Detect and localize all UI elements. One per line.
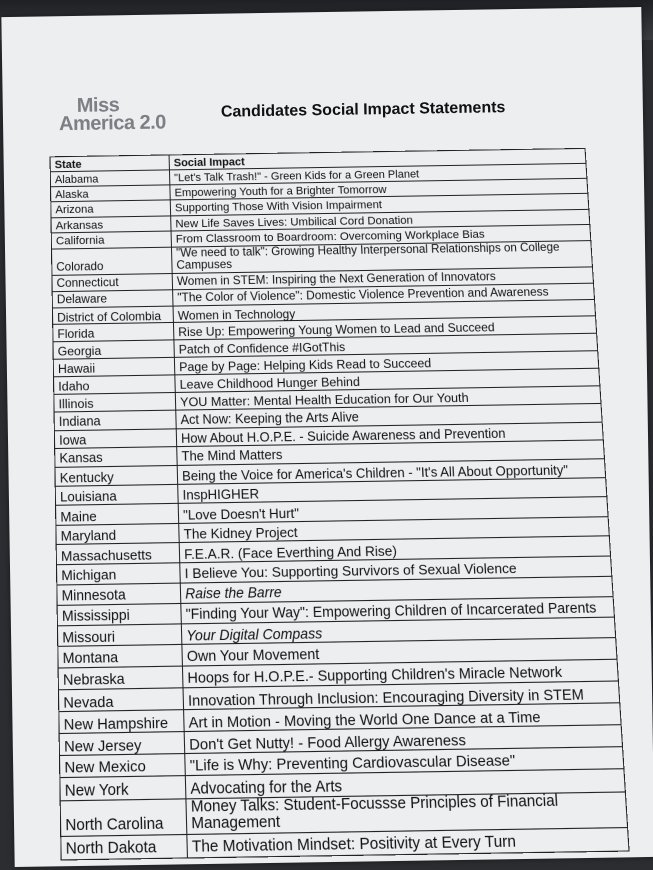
state-cell: Connecticut [52, 273, 173, 291]
state-cell: Nevada [58, 687, 183, 711]
social-impact-cell: From Classroom to Boardroom: Overcoming Workplace Bias [171, 224, 591, 246]
social-impact-cell: Empowering Youth for a Brighter Tomorrow [170, 178, 588, 200]
social-impact-cell: The Motivation Mindset: Positivity at Every Turn [187, 827, 629, 857]
social-impact-cell: F.E.A.R. (Face Everthing And Rise) [179, 536, 610, 563]
state-cell: Kentucky [55, 465, 178, 486]
social-impact-cell: Hoops for H.O.P.E.- Supporting Children's Miracle Network [182, 659, 618, 687]
social-impact-cell: Supporting Those With Vision Impairment [170, 193, 589, 215]
state-cell: Minnesota [57, 583, 181, 605]
state-cell: District of Colombia [52, 306, 173, 325]
state-cell: Iowa [54, 428, 176, 448]
social-impact-cell: Page by Page: Helping Kids Read to Succeed [174, 350, 598, 374]
state-cell: Georgia [53, 340, 174, 359]
state-cell: Alaska [51, 185, 171, 202]
social-impact-cell: Patch of Confidence #IGotThis [174, 333, 598, 357]
social-impact-table [50, 148, 630, 860]
state-cell: North Carolina [60, 799, 187, 836]
social-impact-cell: Leave Childhood Hunger Behind [175, 368, 600, 392]
social-impact-cell: The Kidney Project [179, 516, 610, 542]
state-cell: Kansas [55, 447, 178, 468]
state-cell: Arkansas [51, 215, 171, 232]
social-impact-cell: Your Digital Compass [181, 617, 615, 645]
header-state: State [50, 155, 169, 172]
social-impact-cell: Don't Get Nutty! - Food Allergy Awareness [184, 724, 622, 753]
state-cell: New York [60, 776, 186, 801]
social-impact-cell: How About H.O.P.E. - Suicide Awareness and Prevention [176, 422, 603, 447]
social-impact-cell: "Finding Your Way": Empowering Children of Incarcerated Parents [181, 596, 615, 623]
social-impact-cell: Art in Motion - Moving the World One Dance at a Time [184, 702, 622, 731]
state-cell: Florida [53, 323, 174, 342]
state-cell: Alabama [50, 170, 170, 187]
state-cell: Louisiana [55, 484, 178, 505]
miss-america-logo [59, 94, 200, 136]
state-cell: New Jersey [59, 731, 185, 755]
social-impact-cell: "Let's Talk Trash!" - Green Kids for a Green Planet [169, 163, 586, 185]
state-cell: Delaware [52, 290, 173, 308]
social-impact-cell: Women in STEM: Inspiring the Next Generation of Innovators [172, 267, 593, 290]
state-cell: California [51, 231, 171, 249]
social-impact-cell: Rise Up: Empowering Young Women to Lead and Succeed [173, 316, 596, 340]
logo-line-1: Miss [76, 94, 120, 117]
social-impact-cell: YOU Matter: Mental Health Education for Our Youth [175, 386, 601, 411]
state-cell: Missouri [57, 624, 181, 647]
state-cell: Montana [58, 645, 183, 668]
state-cell: New Mexico [59, 754, 185, 779]
social-impact-cell: I Believe You: Supporting Survivors of Sexual Violence [180, 556, 612, 583]
state-cell: Michigan [56, 563, 180, 585]
social-impact-cell: "Love Doesn't Hurt" [178, 497, 608, 523]
state-cell: Indiana [54, 410, 176, 430]
social-impact-cell: "Life is Why: Preventing Cardiovascular Disease" [185, 747, 624, 776]
state-cell: North Dakota [61, 834, 188, 859]
state-cell: Nebraska [58, 666, 183, 689]
state-cell: Arizona [51, 200, 171, 217]
social-impact-cell: The Mind Matters [177, 440, 605, 465]
social-impact-cell: Innovation Through Inclusion: Encouraging Diversity in STEM [183, 681, 620, 710]
document-page [1, 7, 653, 867]
state-cell: Colorado [52, 247, 173, 275]
header-social-impact: Social Impact [169, 148, 586, 169]
social-impact-cell: Advocating for the Arts [185, 769, 625, 799]
state-cell: Hawaii [53, 357, 175, 376]
social-impact-cell: Being the Voice for America's Children - "It's All About Opportunity" [177, 459, 605, 485]
logo-line-2: America 2.0 [58, 111, 167, 136]
social-impact-cell: Raise the Barre [180, 576, 613, 603]
social-impact-cell: Money Talks: Student-Focussse Principles of Financial Management [186, 792, 628, 834]
social-impact-cell: Women in Technology [173, 300, 596, 323]
state-cell: Maine [56, 504, 179, 525]
social-impact-cell: InspHIGHER [178, 478, 607, 504]
state-cell: New Hampshire [59, 709, 184, 733]
social-impact-cell: New Life Saves Lives: Umbilical Cord Donation [171, 209, 590, 231]
social-impact-cell: "The Color of Violence": Domestic Violence Prevention and Awareness [173, 283, 595, 306]
state-cell: Mississippi [57, 603, 181, 626]
social-impact-cell: "We need to talk": Growing Healthy Interpersonal Relationships on College Campuses [171, 240, 592, 273]
state-cell: Maryland [56, 523, 179, 545]
state-cell: Idaho [54, 375, 176, 395]
social-impact-cell: Own Your Movement [182, 638, 617, 666]
state-cell: Illinois [54, 392, 176, 412]
state-cell: Massachusetts [56, 543, 180, 565]
social-impact-cell: Act Now: Keeping the Arts Alive [176, 404, 602, 429]
page-title: Candidates Social Impact Statements [220, 99, 506, 121]
